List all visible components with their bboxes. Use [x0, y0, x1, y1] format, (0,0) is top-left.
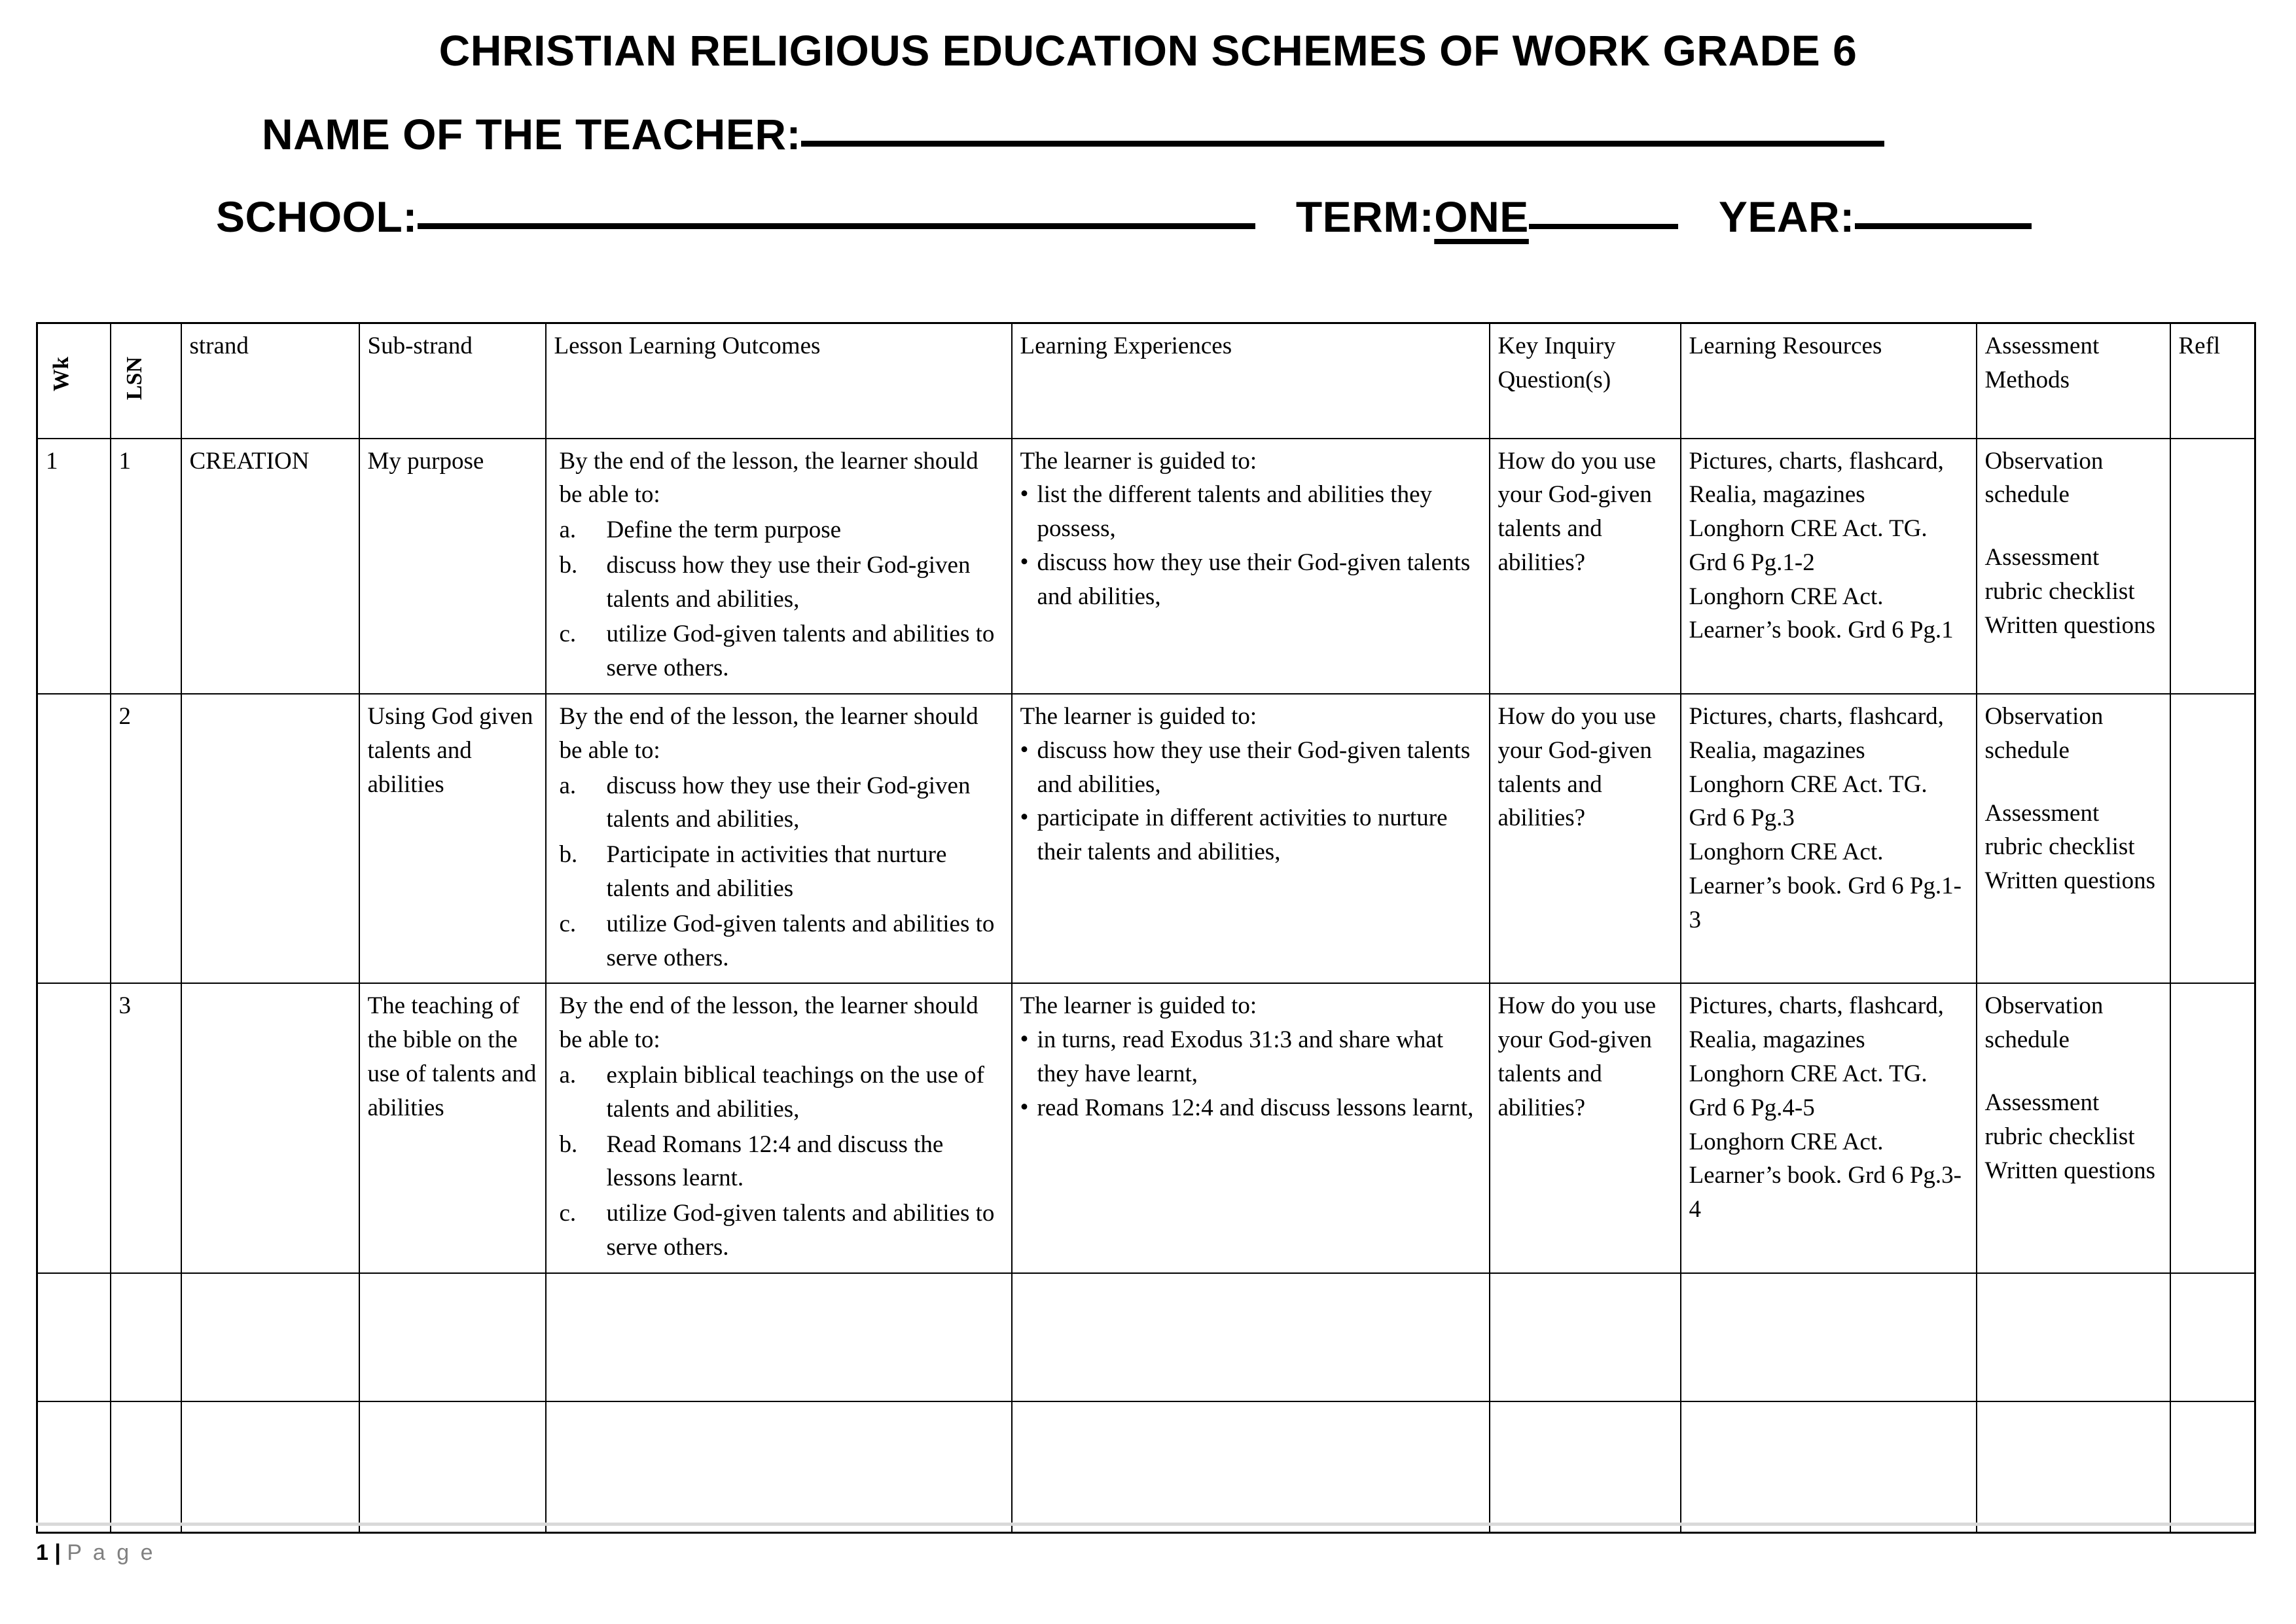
column-header-lsn: LSN: [111, 323, 181, 439]
outcome-marker: b.: [559, 841, 578, 869]
experience-item: [1020, 546, 1482, 614]
cell-substrand-empty[interactable]: [359, 1273, 546, 1401]
assessment-rest: Assessment rubric checklist Written questions: [1984, 799, 2156, 895]
term-label: TERM:: [1295, 192, 1435, 241]
table-header: [37, 323, 2255, 439]
bullet-icon: •: [1020, 804, 1029, 831]
column-header-strand: strand: [181, 323, 359, 439]
year-blank[interactable]: [1855, 223, 2032, 229]
column-header-refl: Refl: [2170, 323, 2255, 439]
term-blank[interactable]: [1529, 224, 1678, 229]
outcome-marker: a.: [559, 1062, 577, 1089]
cell-strand-empty[interactable]: [181, 1401, 359, 1533]
teacher-name-label: NAME OF THE TEACHER:: [262, 110, 801, 158]
cell-key-inquiry-question-empty[interactable]: [1490, 1273, 1681, 1401]
outcome-marker: a.: [559, 772, 577, 799]
cell-lesson-learning-outcomes: [546, 439, 1012, 695]
cell-lesson-number-empty[interactable]: [111, 1273, 181, 1401]
outcome-marker: b.: [559, 551, 578, 579]
experience-item: [1020, 801, 1482, 869]
school-blank[interactable]: [418, 223, 1255, 229]
cell-learning-experiences: [1012, 983, 1490, 1272]
cell-reflection[interactable]: [2170, 694, 2255, 983]
cell-lesson-learning-outcomes-empty[interactable]: [546, 1401, 1012, 1533]
resource-line: Longhorn CRE Act. TG. Grd 6 Pg.3: [1689, 770, 1928, 832]
experience-list: [1020, 478, 1482, 613]
column-header-key-inquiry-questions: Key Inquiry Question(s): [1490, 323, 1681, 439]
experience-item: [1020, 734, 1482, 802]
column-header-lesson-learning-outcomes: Lesson Learning Outcomes: [546, 323, 1012, 439]
school-label: SCHOOL:: [216, 192, 418, 241]
bullet-icon: •: [1020, 548, 1029, 575]
outcome-stem: By the end of the lesson, the learner should be able to:: [559, 447, 978, 509]
year-label: YEAR:: [1718, 192, 1855, 241]
cell-week: [37, 983, 111, 1272]
column-header-assessment-methods: Assessment Methods: [1977, 323, 2170, 439]
assessment-spacer: [1985, 512, 2163, 541]
outcome-marker: a.: [559, 516, 577, 544]
outcome-stem: By the end of the lesson, the learner should be able to:: [559, 703, 978, 764]
cell-substrand: Using God given talents and abilities: [359, 694, 546, 983]
table-row: [37, 983, 2255, 1272]
cell-lesson-learning-outcomes-empty[interactable]: [546, 1273, 1012, 1401]
cell-strand: CREATION: [181, 439, 359, 695]
cell-substrand: The teaching of the bible on the use of talents and abilities: [359, 983, 546, 1272]
cell-assessment-methods: [1977, 983, 2170, 1272]
column-header-substrand: Sub-strand: [359, 323, 546, 439]
cell-learning-experiences-empty[interactable]: [1012, 1401, 1490, 1533]
footer-page-word: P a g e: [67, 1540, 156, 1565]
outcome-list: [554, 1058, 1005, 1265]
bullet-icon: •: [1020, 480, 1029, 508]
experience-text: discuss how they use their God-given talents and abilities,: [1037, 736, 1471, 798]
cell-strand: [181, 983, 359, 1272]
experience-item: [1020, 478, 1482, 546]
cell-reflection-empty[interactable]: [2170, 1273, 2255, 1401]
experience-text: discuss how they use their God-given talents and abilities,: [1037, 549, 1471, 610]
cell-learning-resources: [1681, 983, 1977, 1272]
assessment-spacer: [1985, 1057, 2163, 1086]
assessment-rest: Assessment rubric checklist Written questions: [1984, 1089, 2156, 1184]
experience-text: participate in different activities to nurture their talents and abilities,: [1037, 804, 1448, 866]
footer-separator: |: [54, 1540, 61, 1565]
experience-item: [1020, 1091, 1482, 1125]
cell-week: [37, 694, 111, 983]
cell-reflection[interactable]: [2170, 439, 2255, 695]
outcome-text: Read Romans 12:4 and discuss the lessons learnt.: [606, 1130, 944, 1192]
experience-list: [1020, 734, 1482, 869]
cell-lesson-number: 2: [111, 694, 181, 983]
outcome-item: [560, 549, 1005, 617]
experience-text: in turns, read Exodus 31:3 and share what they have learnt,: [1037, 1026, 1444, 1088]
resource-line: Pictures, charts, flashcard, Realia, magazines: [1689, 447, 1944, 509]
cell-key-inquiry-question: How do you use your God-given talents and abilities?: [1490, 983, 1681, 1272]
footer-page-indicator: [36, 1526, 2254, 1566]
cell-reflection[interactable]: [2170, 983, 2255, 1272]
column-header-learning-resources: Learning Resources: [1681, 323, 1977, 439]
assessment-first: Observation schedule: [1984, 992, 2104, 1054]
outcome-text: discuss how they use their God-given talents and abilities,: [606, 551, 971, 613]
cell-assessment-methods: [1977, 439, 2170, 695]
outcome-text: utilize God-given talents and abilities to serve others.: [606, 1200, 995, 1261]
resource-line: Longhorn CRE Act. TG. Grd 6 Pg.1-2: [1689, 515, 1928, 576]
cell-reflection-empty[interactable]: [2170, 1401, 2255, 1533]
outcome-item: [560, 513, 1005, 547]
page-footer: [36, 1523, 2254, 1566]
outcome-item: [560, 769, 1005, 837]
cell-lesson-learning-outcomes: [546, 983, 1012, 1272]
column-header-learning-experiences: Learning Experiences: [1012, 323, 1490, 439]
outcome-marker: c.: [559, 621, 577, 648]
table-row-empty: [37, 1401, 2255, 1533]
cell-learning-experiences: [1012, 694, 1490, 983]
bullet-icon: •: [1020, 1093, 1029, 1121]
schemes-of-work-table: [36, 322, 2256, 1534]
outcome-item: [560, 1128, 1005, 1196]
experience-text: read Romans 12:4 and discuss lessons learnt,: [1037, 1094, 1474, 1121]
outcome-text: utilize God-given talents and abilities to serve others.: [606, 910, 995, 971]
outcome-marker: b.: [559, 1130, 578, 1158]
cell-strand-empty[interactable]: [181, 1273, 359, 1401]
outcome-list: [554, 769, 1005, 975]
bullet-icon: •: [1020, 1026, 1029, 1053]
cell-learning-resources: [1681, 694, 1977, 983]
experience-stem: The learner is guided to:: [1020, 703, 1257, 731]
cell-assessment-methods: [1977, 694, 2170, 983]
teacher-name-blank[interactable]: [801, 141, 1884, 147]
assessment-first: Observation schedule: [1984, 447, 2104, 509]
teacher-name-line: [0, 72, 2296, 156]
cell-strand: [181, 694, 359, 983]
table-row: [37, 694, 2255, 983]
table-row-empty: [37, 1273, 2255, 1401]
experience-item: [1020, 1023, 1482, 1091]
outcome-text: utilize God-given talents and abilities to serve others.: [606, 621, 995, 682]
table-header-row: [37, 323, 2255, 439]
outcome-marker: c.: [559, 1200, 577, 1227]
cell-learning-resources-empty[interactable]: [1681, 1273, 1977, 1401]
cell-substrand-empty[interactable]: [359, 1401, 546, 1533]
cell-lesson-number: 1: [111, 439, 181, 695]
schemes-table-container: [36, 322, 2254, 1534]
cell-week: 1: [37, 439, 111, 695]
assessment-rest: Assessment rubric checklist Written questions: [1984, 544, 2156, 639]
cell-key-inquiry-question: How do you use your God-given talents and abilities?: [1490, 439, 1681, 695]
outcome-marker: c.: [559, 910, 577, 937]
cell-key-inquiry-question: How do you use your God-given talents and abilities?: [1490, 694, 1681, 983]
experience-stem: The learner is guided to:: [1020, 447, 1257, 475]
table-row: [37, 439, 2255, 695]
outcome-text: explain biblical teachings on the use of talents and abilities,: [606, 1062, 984, 1123]
cell-substrand: My purpose: [359, 439, 546, 695]
experience-text: list the different talents and abilities they possess,: [1037, 481, 1432, 543]
outcome-list: [554, 513, 1005, 685]
document-header: [0, 0, 2296, 241]
experience-stem: The learner is guided to:: [1020, 992, 1257, 1020]
outcome-item: [560, 907, 1005, 975]
outcome-item: [560, 1197, 1005, 1265]
cell-learning-resources-empty[interactable]: [1681, 1401, 1977, 1533]
resource-line: Pictures, charts, flashcard, Realia, magazines: [1689, 703, 1944, 764]
page-title: CHRISTIAN RELIGIOUS EDUCATION SCHEMES OF WORK GRADE 6: [439, 26, 1857, 75]
resource-line: Longhorn CRE Act. Learner’s book. Grd 6 Pg.1: [1689, 583, 1954, 644]
outcome-text: discuss how they use their God-given talents and abilities,: [606, 772, 971, 833]
cell-lesson-number: 3: [111, 983, 181, 1272]
outcome-text: Participate in activities that nurture talents and abilities: [606, 841, 947, 903]
resource-line: Pictures, charts, flashcard, Realia, magazines: [1689, 992, 1944, 1054]
term-value[interactable]: ONE: [1434, 192, 1529, 241]
assessment-spacer: [1985, 768, 2163, 797]
resource-line: Longhorn CRE Act. TG. Grd 6 Pg.4-5: [1689, 1060, 1928, 1121]
cell-week-empty[interactable]: [37, 1401, 111, 1533]
outcome-item: [560, 838, 1005, 906]
assessment-first: Observation schedule: [1984, 703, 2104, 764]
resource-line: Longhorn CRE Act. Learner’s book. Grd 6 Pg.1-3: [1689, 839, 1962, 933]
cell-learning-experiences-empty[interactable]: [1012, 1273, 1490, 1401]
column-header-wk: Wk: [37, 323, 111, 439]
cell-key-inquiry-question-empty[interactable]: [1490, 1401, 1681, 1533]
cell-lesson-number-empty[interactable]: [111, 1401, 181, 1533]
cell-assessment-methods-empty[interactable]: [1977, 1273, 2170, 1401]
school-term-year-line: [0, 156, 2296, 241]
cell-lesson-learning-outcomes: [546, 694, 1012, 983]
footer-page-number: 1: [36, 1540, 48, 1565]
cell-assessment-methods-empty[interactable]: [1977, 1401, 2170, 1533]
outcome-stem: By the end of the lesson, the learner should be able to:: [559, 992, 978, 1054]
outcome-item: [560, 617, 1005, 685]
cell-week-empty[interactable]: [37, 1273, 111, 1401]
bullet-icon: •: [1020, 736, 1029, 763]
outcome-item: [560, 1058, 1005, 1127]
cell-learning-resources: [1681, 439, 1977, 695]
outcome-text: Define the term purpose: [606, 516, 842, 544]
cell-learning-experiences: [1012, 439, 1490, 695]
table-body: [37, 439, 2255, 1533]
experience-list: [1020, 1023, 1482, 1125]
resource-line: Longhorn CRE Act. Learner’s book. Grd 6 Pg.3-4: [1689, 1128, 1962, 1223]
